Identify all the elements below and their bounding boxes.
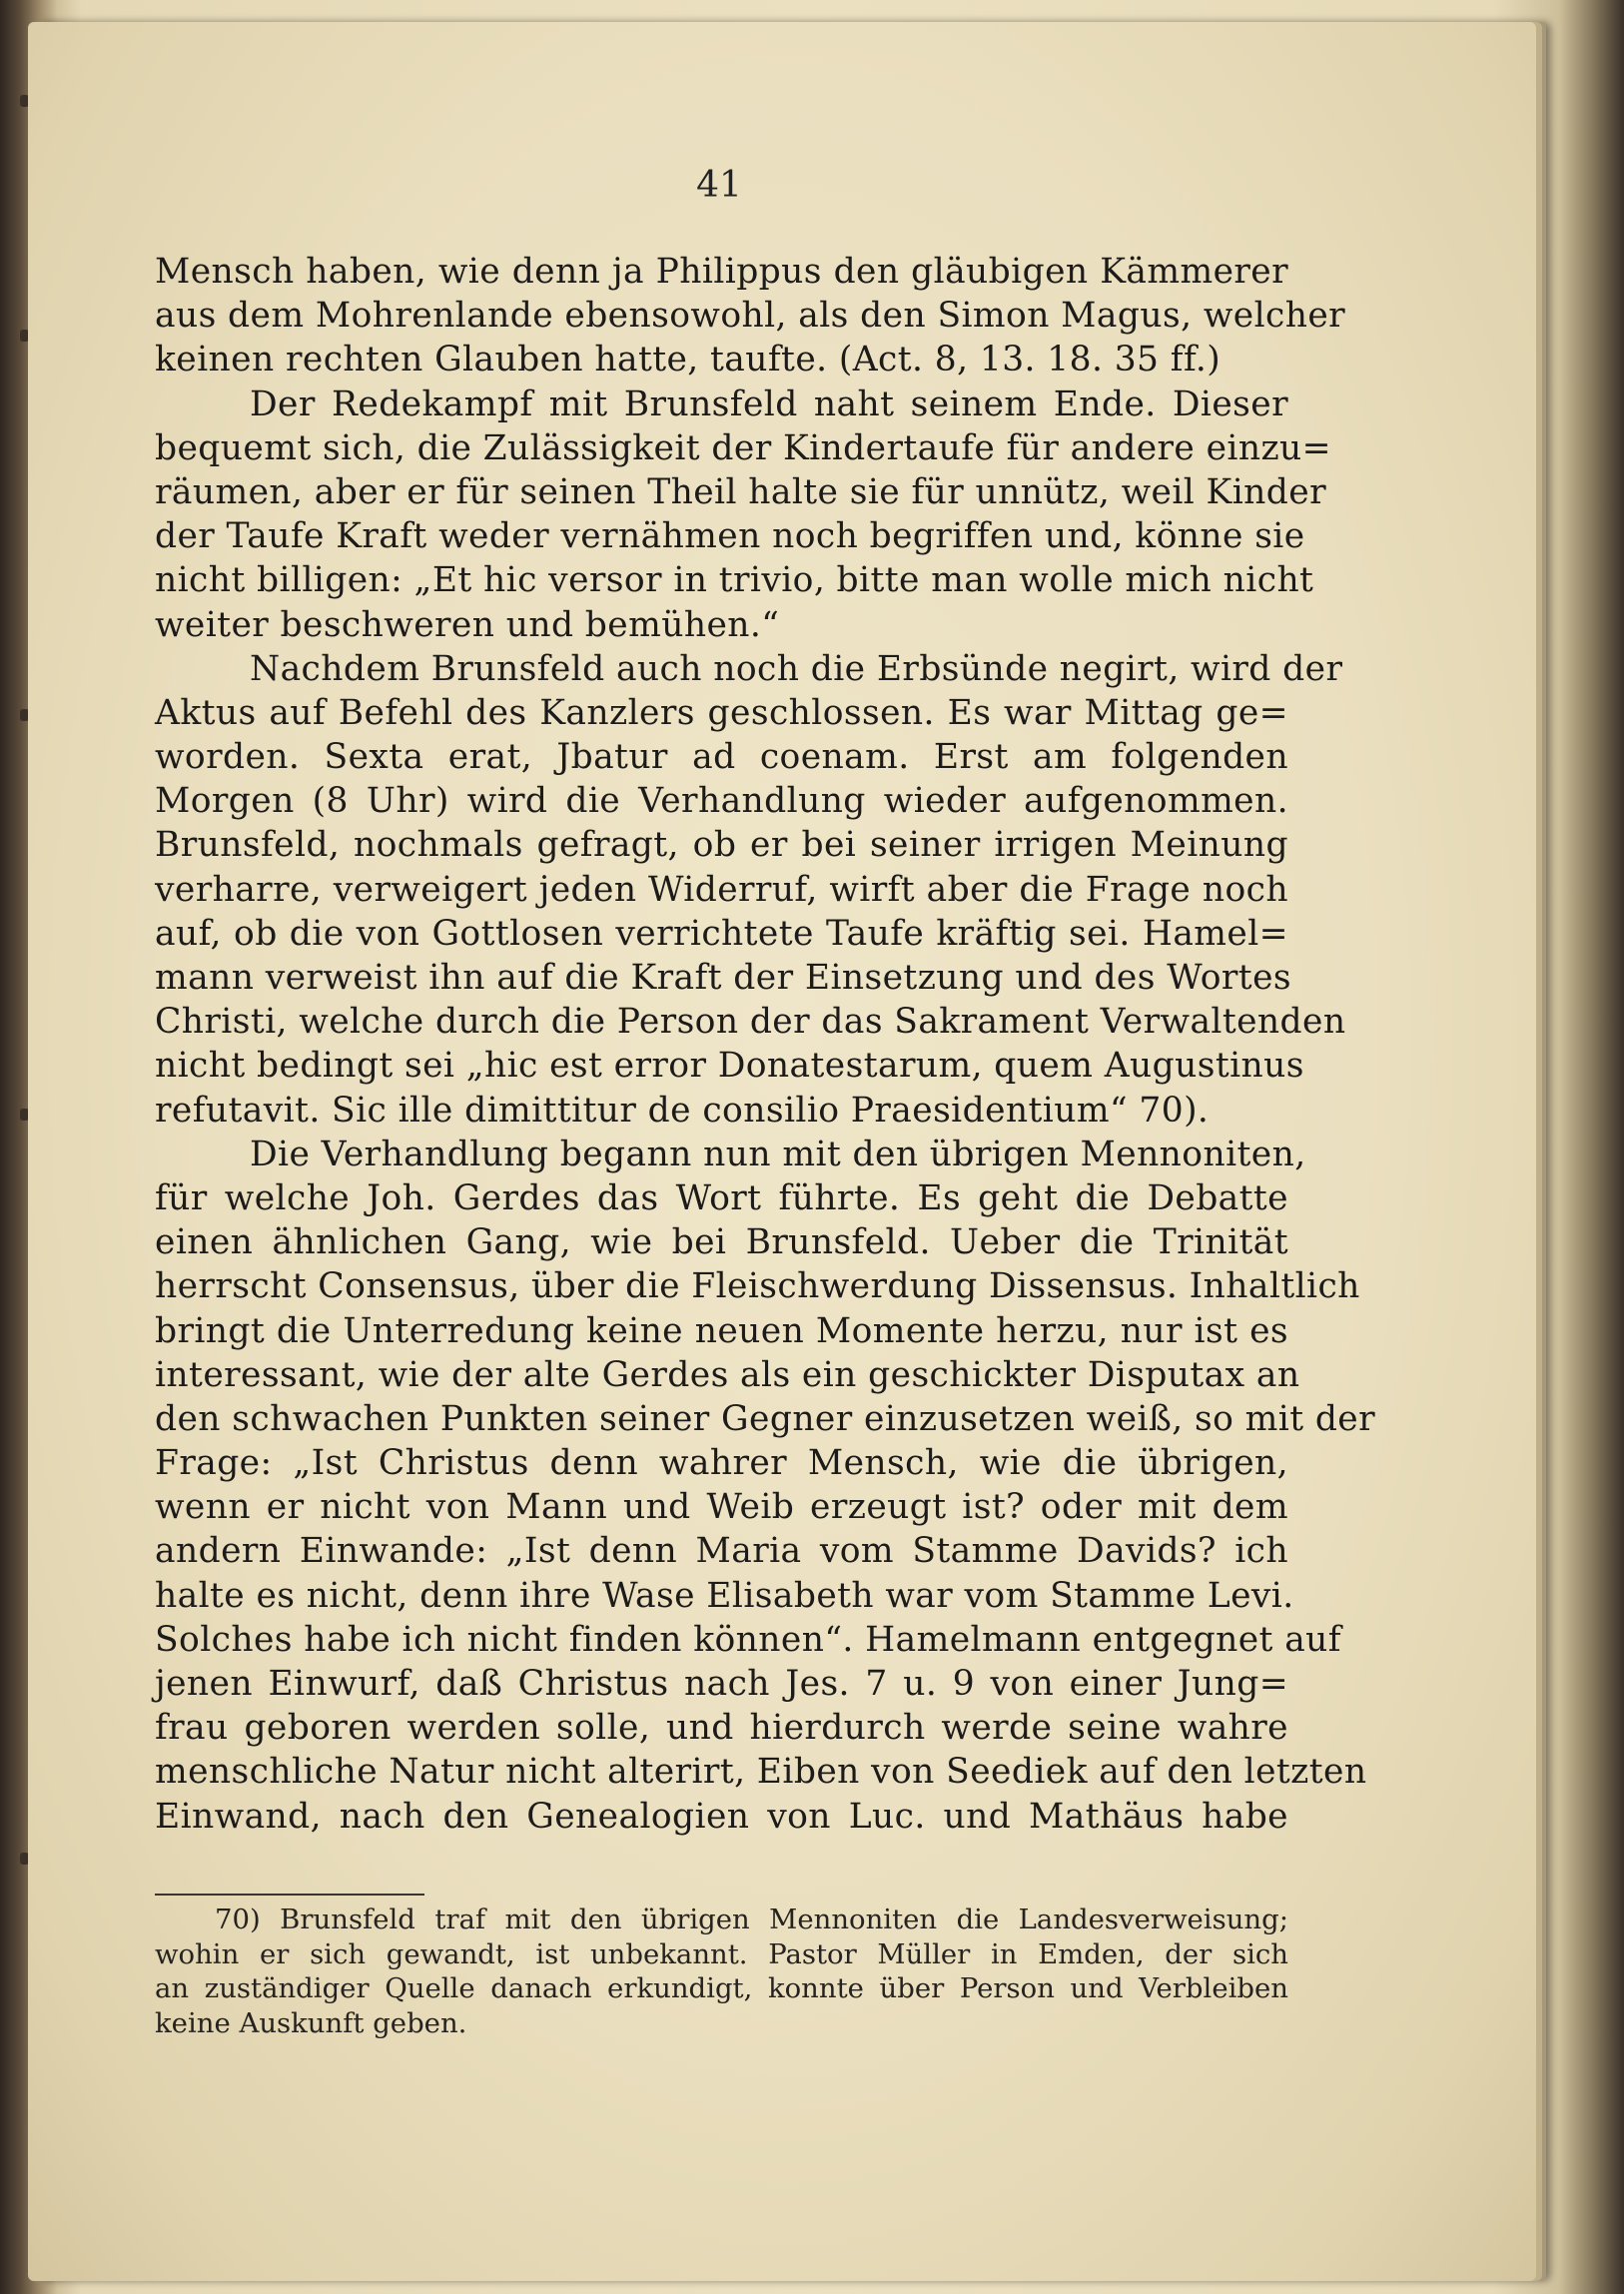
text-line: keinen rechten Glauben hatte, taufte. (Act. 8, 13. 18. 35 ff.) [155,340,1221,381]
text-line: den schwachen Punkten seiner Gegner einzusetzen weiß, so mit der [155,1398,1376,1439]
body-text [155,250,1376,1839]
text-line: Einwand, nach den Genealogien von Luc. und Mathäus habe [155,1796,1288,1837]
text-line: frau geboren werden solle, und hierdurch werde seine wahre [155,1708,1288,1749]
text-line: refutavit. Sic ille dimittitur de consilio Praesidentium“ 70). [155,1090,1210,1131]
footnote [155,1903,1288,2040]
text-line: aus dem Mohrenlande ebensowohl, als den Simon Magus, welcher [155,296,1346,337]
footnote-line: keine Auskunft geben. [155,2006,467,2039]
text-line: verharre, verweigert jeden Widerruf, wirft aber die Frage noch [155,869,1288,910]
paragraph [155,1133,1376,1839]
text-line: Der Redekampf mit Brunsfeld naht seinem Ende. Dieser [250,383,1288,424]
text-line: herrscht Consensus, über die Fleischwerdung Dissensus. Inhaltlich [155,1266,1360,1307]
footnote-text: Brunsfeld traf mit den übrigen Mennoniten die Landesverweisung; [280,1904,1288,1935]
text-line: Frage: „Ist Christus denn wahrer Mensch, wie die übrigen, [155,1443,1288,1484]
paragraph [155,647,1346,1133]
footnote-line: wohin er sich gewandt, ist unbekannt. Pastor Müller in Emden, der sich [155,1937,1288,1970]
footnote-marker: 70) [215,1904,261,1935]
text-line: Nachdem Brunsfeld auch noch die Erbsünde negirt, wird der [250,648,1343,689]
text-line: Aktus auf Befehl des Kanzlers geschlossen. Es war Mittag ge= [155,692,1288,733]
text-line: auf, ob die von Gottlosen verrichtete Taufe kräftig sei. Hamel= [155,913,1288,954]
text-line: nicht bedingt sei „hic est error Donatestarum, quem Augustinus [155,1046,1304,1087]
text-line: menschliche Natur nicht alterirt, Eiben von Seediek auf den letzten [155,1752,1367,1793]
page-number: 41 [696,165,742,206]
footnote-line: an zuständiger Quelle danach erkundigt, konnte über Person und Verbleiben [155,1972,1288,2004]
text-line: jenen Einwurf, daß Christus nach Jes. 7 u. 9 von einer Jung= [155,1664,1288,1704]
text-line: Die Verhandlung begann nun mit den übrigen Mennoniten, [250,1134,1306,1174]
text-line: mann verweist ihn auf die Kraft der Einsetzung und des Wortes [155,958,1291,998]
text-line: weiter beschweren und bemühen.“ [155,604,780,645]
text-line: interessant, wie der alte Gerdes als ein geschickter Disputax an [155,1354,1300,1395]
paragraph [155,250,1346,382]
footnote-line [155,1903,1288,1937]
text-line: worden. Sexta erat, Jbatur ad coenam. Erst am folgenden [155,737,1288,778]
text-line: bequemt sich, die Zulässigkeit der Kindertaufe für andere einzu= [155,427,1331,468]
text-line: bringt die Unterredung keine neuen Momente herzu, nur ist es [155,1310,1288,1351]
text-line: halte es nicht, denn ihre Wase Elisabeth war vom Stamme Levi. [155,1575,1294,1616]
footnote-rule [155,1894,424,1896]
text-line: Solches habe ich nicht finden können“. Hamelmann entgegnet auf [155,1619,1341,1660]
text-line: Brunsfeld, nochmals gefragt, ob er bei seiner irrigen Meinung [155,825,1288,866]
text-line: der Taufe Kraft weder vernähmen noch begriffen und, könne sie [155,516,1305,557]
text-line: Christi, welche durch die Person der das Sakrament Verwaltenden [155,1002,1346,1043]
text-line: andern Einwande: „Ist denn Maria vom Stamme Davids? ich [155,1531,1288,1572]
text-line: einen ähnlichen Gang, wie bei Brunsfeld. Ueber die Trinität [155,1222,1288,1263]
text-line: Mensch haben, wie denn ja Philippus den gläubigen Kämmerer [155,252,1288,292]
text-line: nicht billigen: „Et hic versor in trivio, bitte man wolle mich nicht [155,560,1314,601]
text-line: räumen, aber er für seinen Theil halte sie für unnütz, weil Kinder [155,471,1326,512]
text-line: für welche Joh. Gerdes das Wort führte. Es geht die Debatte [155,1177,1288,1218]
paragraph [155,382,1331,647]
text-line: Morgen (8 Uhr) wird die Verhandlung wieder aufgenommen. [155,781,1288,822]
text-line: wenn er nicht von Mann und Weib erzeugt ist? oder mit dem [155,1487,1288,1528]
